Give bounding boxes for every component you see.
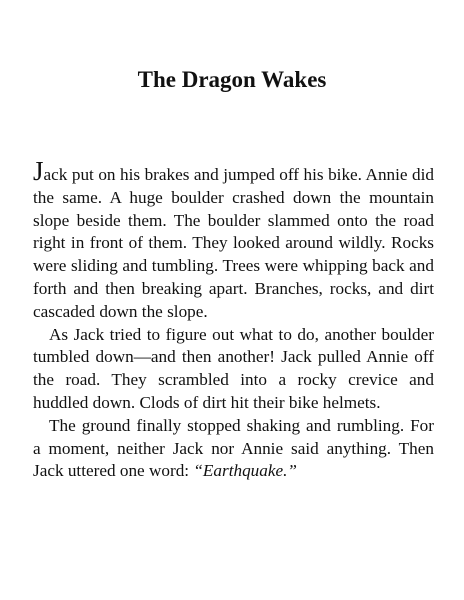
paragraph-2-text: As Jack tried to figure out what to do, another boulder tumbled down—and then another! Jack pulled Annie off the road. They scrambled into a rocky crevice and huddled down. Clods of dirt hit their bike helmets. xyxy=(33,324,434,412)
paragraph-2 xyxy=(33,324,434,415)
earthquake-quote: “Earthquake.” xyxy=(193,461,297,481)
paragraph-3-text: The ground finally stopped shaking and rumbling. For a moment, neither Jack nor Annie said anything. Then Jack uttered one word: xyxy=(33,415,434,481)
chapter-title: The Dragon Wakes xyxy=(137,67,327,92)
chapter-body xyxy=(33,156,434,483)
paragraph-1 xyxy=(33,156,434,324)
drop-cap: J xyxy=(33,156,44,186)
paragraph-3 xyxy=(33,415,434,483)
paragraph-1-text: ack put on his brakes and jumped off his bike. Annie did the same. A huge boulder crashed down the mountain slope beside them. The boulder slammed onto the road right in front of them. They looked around wildly. Rocks were sliding and tumbling. Trees were whipping back and forth and then breaking apart. Branches, rocks, and dirt cascaded down the slope. xyxy=(33,165,434,321)
